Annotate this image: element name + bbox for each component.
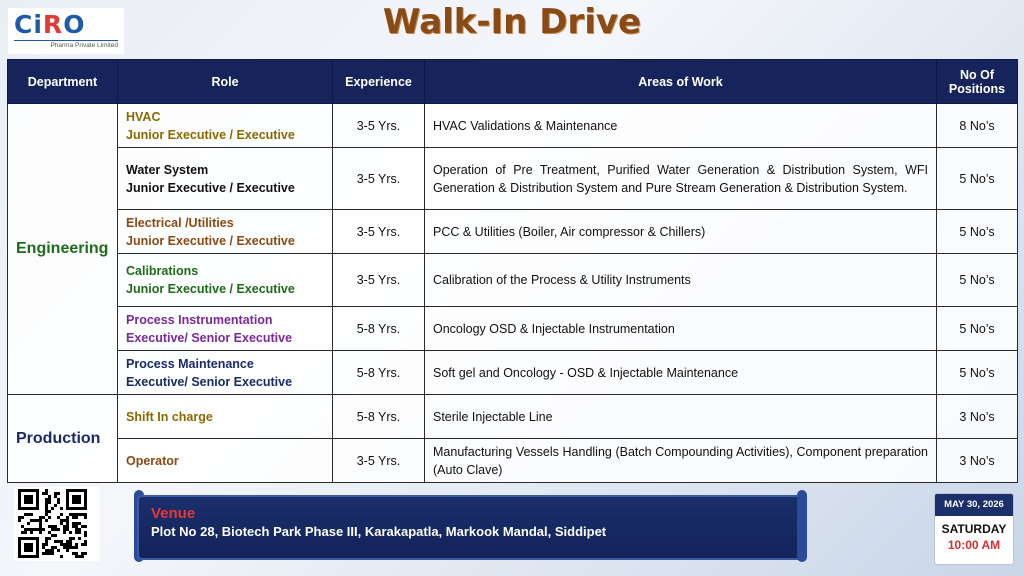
role-name: Process Instrumentation — [126, 312, 273, 327]
experience-cell: 3-5 Yrs. — [333, 439, 425, 483]
role-cell — [118, 254, 333, 307]
table-row — [8, 439, 1018, 483]
positions-cell: 5 No’s — [937, 148, 1018, 210]
venue-banner — [137, 495, 803, 560]
table-row — [8, 351, 1018, 395]
venue-address: Plot No 28, Biotech Park Phase III, Karakapatla, Markook Mandal, Siddipet — [151, 524, 607, 539]
area-of-work-cell: Calibration of the Process & Utility Instruments — [425, 254, 937, 307]
positions-cell: 5 No’s — [937, 254, 1018, 307]
calendar-day: SATURDAY — [941, 522, 1007, 536]
role-name: Electrical /Utilities — [126, 215, 234, 230]
role-cell — [118, 210, 333, 254]
positions-cell: 3 No’s — [937, 439, 1018, 483]
positions-cell: 5 No’s — [937, 351, 1018, 395]
qr-code-graphic — [14, 487, 100, 561]
area-of-work-cell: Sterile Injectable Line — [425, 395, 937, 439]
role-cell — [118, 104, 333, 148]
role-name: Calibrations — [126, 264, 199, 278]
header-role: Role — [118, 60, 333, 104]
logo-tagline: Pharma Private Limited — [14, 40, 118, 49]
table-row — [8, 148, 1018, 210]
role-level: Executive/ Senior Executive — [126, 374, 293, 389]
logo-mark: CiRO — [14, 10, 86, 39]
role-name: Shift In charge — [126, 409, 213, 424]
role-level: Junior Executive / Executive — [126, 180, 295, 195]
page-title: Walk-In Drive — [382, 2, 642, 42]
positions-cell: 5 No’s — [937, 210, 1018, 254]
experience-cell: 5-8 Yrs. — [333, 351, 425, 395]
experience-cell: 5-8 Yrs. — [333, 395, 425, 439]
calendar-icon — [934, 493, 1014, 565]
area-of-work-cell: Soft gel and Oncology - OSD & Injectable Maintenance — [425, 351, 937, 395]
positions-table — [7, 59, 1018, 483]
header-experience: Experience — [333, 60, 425, 104]
role-cell — [118, 307, 333, 351]
table-body — [8, 104, 1018, 483]
role-level: Executive/ Senior Executive — [126, 330, 293, 345]
experience-cell: 3-5 Yrs. — [333, 148, 425, 210]
table-row — [8, 104, 1018, 148]
experience-cell: 3-5 Yrs. — [333, 104, 425, 148]
role-level: Junior Executive / Executive — [126, 233, 295, 248]
calendar-time: 10:00 AM — [947, 538, 1001, 552]
area-of-work-cell: Oncology OSD & Injectable Instrumentation — [425, 307, 937, 351]
role-name: Operator — [126, 453, 179, 468]
role-name: Process Maintenance — [126, 356, 254, 371]
experience-cell: 3-5 Yrs. — [333, 210, 425, 254]
positions-cell: 3 No’s — [937, 395, 1018, 439]
header-areas-of-work: Areas of Work — [425, 60, 937, 104]
venue-label: Venue — [151, 505, 196, 522]
area-of-work-cell: PCC & Utilities (Boiler, Air compressor & Chillers) — [425, 210, 937, 254]
role-level: Junior Executive / Executive — [126, 127, 295, 142]
venue-scroll-right — [797, 490, 807, 562]
header-positions: No Of Positions — [937, 60, 1018, 104]
role-cell — [118, 148, 333, 210]
role-cell — [118, 351, 333, 395]
role-cell — [118, 439, 333, 483]
area-of-work-cell: HVAC Validations & Maintenance — [425, 104, 937, 148]
qr-code-icon — [14, 487, 100, 561]
table-row — [8, 307, 1018, 351]
role-name: Water System — [126, 162, 209, 177]
table-row — [8, 210, 1018, 254]
department-cell: Production — [8, 395, 118, 483]
experience-cell: 5-8 Yrs. — [333, 307, 425, 351]
table-row — [8, 254, 1018, 307]
table-row — [8, 395, 1018, 439]
positions-cell: 8 No’s — [937, 104, 1018, 148]
department-cell: Engineering — [8, 104, 118, 395]
area-of-work-cell: Operation of Pre Treatment, Purified Water Generation & Distribution System, WFI Generation & Distribution System and Pure Stream Generation & Distribution System. — [425, 148, 937, 210]
role-cell — [118, 395, 333, 439]
calendar-date: MAY 30, 2026 — [935, 494, 1013, 516]
area-of-work-cell: Manufacturing Vessels Handling (Batch Compounding Activities), Component preparation (Auto Clave) — [425, 439, 937, 483]
table-header-row — [8, 60, 1018, 104]
role-name: HVAC — [126, 109, 161, 124]
positions-cell: 5 No’s — [937, 307, 1018, 351]
header-department: Department — [8, 60, 118, 104]
role-level: Junior Executive / Executive — [126, 282, 295, 296]
experience-cell: 3-5 Yrs. — [333, 254, 425, 307]
